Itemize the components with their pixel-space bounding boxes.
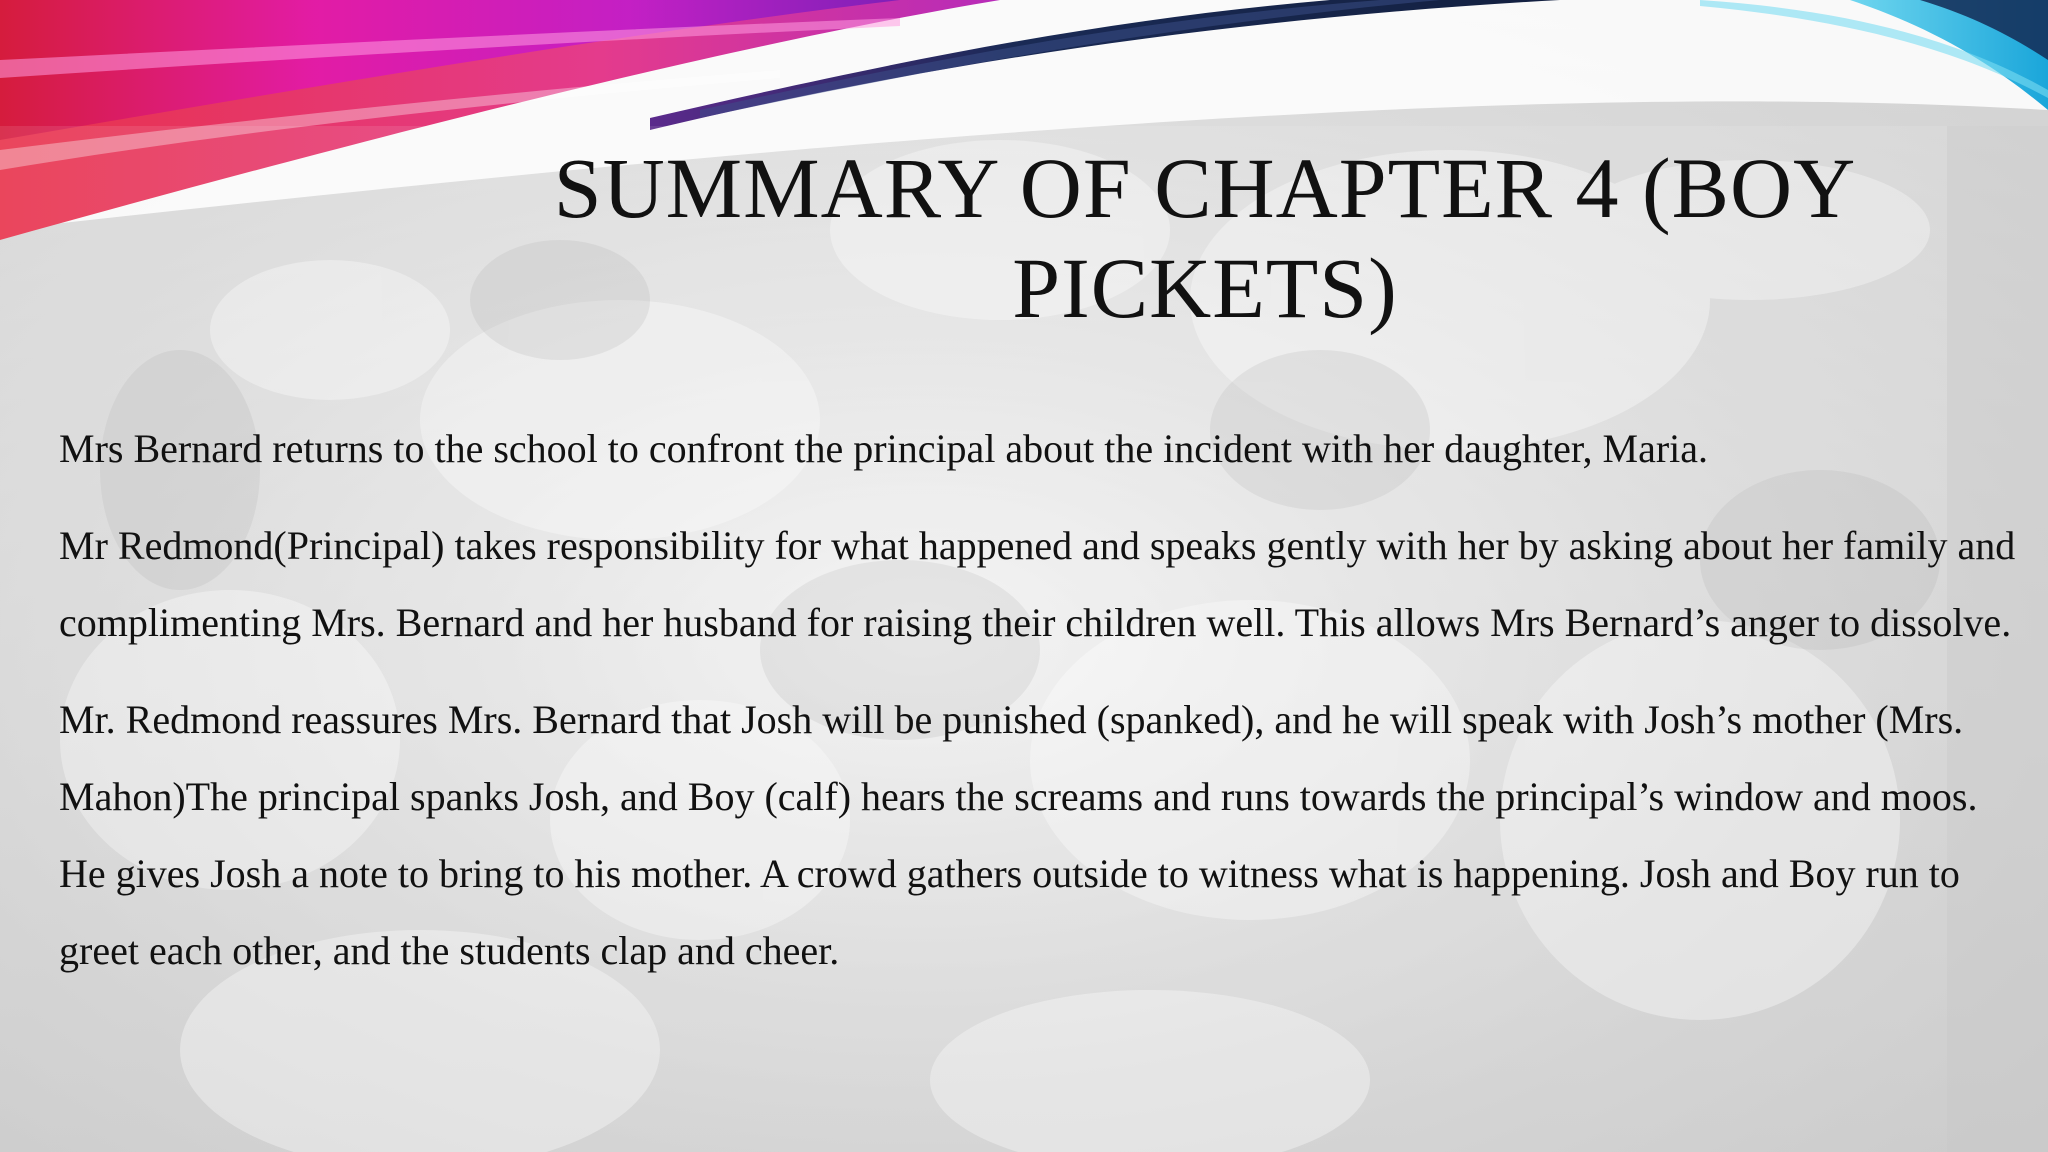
summary-paragraph-3: Mr. Redmond reassures Mrs. Bernard that Josh will be punished (spanked), and he will speak with Josh’s mother (Mrs. Mahon)The principal spanks Josh, and Boy (calf) hears the screams and runs towards the principal’s window and moos. He gives Josh a note to bring to his mother. A crowd gathers outside to witness what is happening. Josh and Boy run to greet each other, and the students clap and cheer.: [59, 697, 1978, 973]
summary-paragraph-1: Mrs Bernard returns to the school to confront the principal about the incident with her daughter, Maria.: [59, 426, 1709, 471]
slide-body: [59, 410, 2019, 1009]
summary-paragraph-2: Mr Redmond(Principal) takes responsibility for what happened and speaks gently with her by asking about her family and complimenting Mrs. Bernard and her husband for raising their children well. This allows Mrs Bernard’s anger to dissolve.: [59, 523, 2016, 645]
slide-title: SUMMARY OF CHAPTER 4 (BOY PICKETS): [553, 140, 1857, 336]
